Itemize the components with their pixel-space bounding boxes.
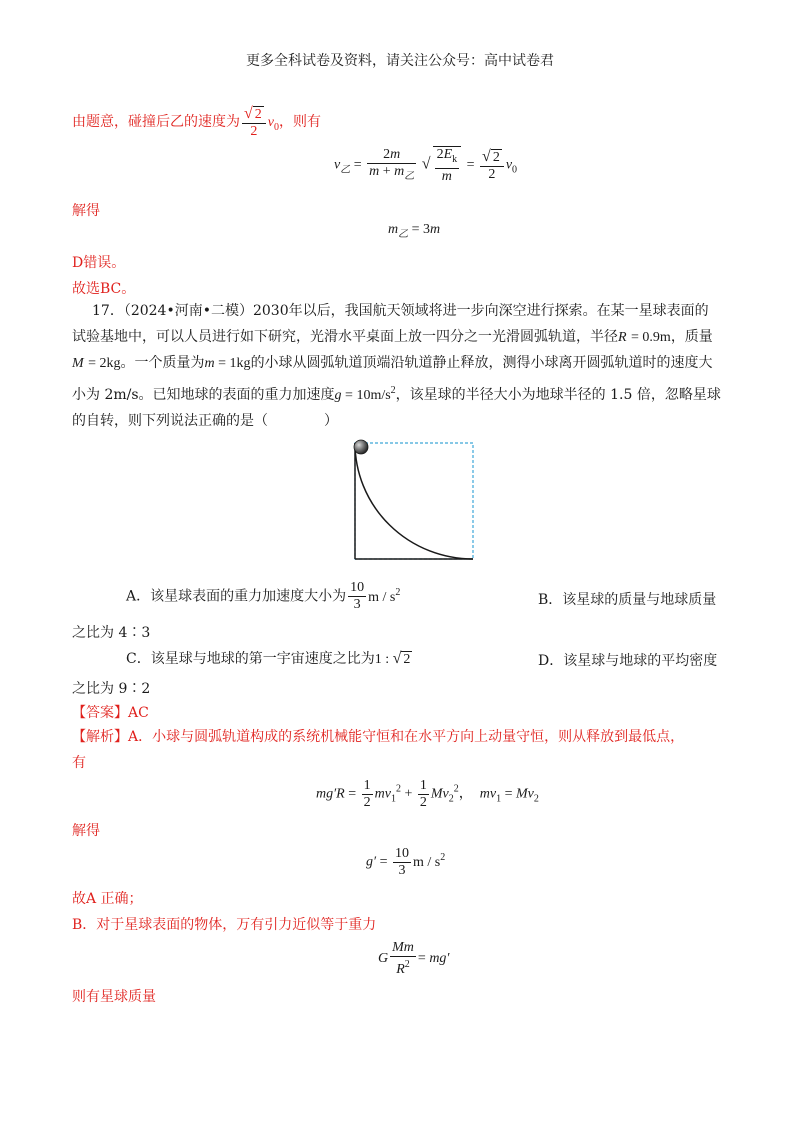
choose-bc: 故选BC。 bbox=[72, 281, 136, 297]
question-17-line-5: 的自转，则下列说法正确的是（ ） bbox=[72, 413, 338, 429]
analysis-a-cont: 有 bbox=[72, 755, 86, 771]
option-b: B．该星球的质量与地球质量 bbox=[538, 592, 717, 608]
equation-v-yi: $v_乙$ = $\frac{2m}{m + m_乙}$ √ $\frac{2E_k}{m}$ = $\frac{√ 2}{2}$ $v_0$ bbox=[334, 146, 518, 184]
equation-m-yi: $m_乙 = 3m$ bbox=[388, 222, 441, 240]
solve-label-2: 解得 bbox=[72, 823, 100, 839]
option-b-cont: 之比为 4∶3 bbox=[72, 625, 151, 641]
equation-gravity: G $\frac{Mm}{R^2}$ = mg′ bbox=[378, 940, 450, 977]
option-d: D．该星球与地球的平均密度 bbox=[538, 653, 718, 669]
question-17-line-4: 小为 2m/s。已知地球的表面的重力加速度$g = 10m/s^2$，该星球的半径大小为地球半径的 1.5 倍，忽略星球 bbox=[72, 385, 721, 403]
then-star-mass: 则有星球质量 bbox=[72, 989, 156, 1005]
analysis-a-line: 【解析】A．小球与圆弧轨道构成的系统机械能守恒和在水平方向上动量守恒，则从释放到最低点， bbox=[72, 729, 685, 745]
question-17-line-1: 17．（2024•河南•二模）2030年以后，我国航天领域将进一步向深空进行探索。在某一星球表面的 bbox=[92, 303, 709, 319]
analysis-b-line: B．对于星球表面的物体，万有引力近似等于重力 bbox=[72, 917, 377, 933]
arc-track-figure bbox=[345, 435, 480, 565]
question-17-line-2: 试验基地中，可以人员进行如下研究，光滑水平桌面上放一四分之一光滑圆弧轨道，半径R = 0.9m，质量 bbox=[72, 329, 713, 345]
a-correct: 故A 正确； bbox=[72, 891, 143, 907]
d-wrong: D错误。 bbox=[72, 255, 126, 271]
intro-line: 由题意，碰撞后乙的速度为 $\frac{√ 2}{2}$ $v_0$，则有 bbox=[72, 105, 321, 139]
question-17-line-3: M = 2kg。一个质量为m = 1kg的小球从圆弧轨道顶端沿轨道静止释放，测得小球离开圆弧轨道时的速度大 bbox=[72, 355, 713, 371]
figure-dashed-box bbox=[355, 443, 473, 559]
option-c: C．该星球与地球的第一宇宙速度之比为1 : √ 2 bbox=[126, 650, 411, 667]
option-a: A．该星球表面的重力加速度大小为 $\frac{10}{3}$ m / $s^2$ bbox=[126, 580, 401, 612]
solve-label-1: 解得 bbox=[72, 203, 100, 219]
figure-arc bbox=[355, 443, 473, 559]
answer-line: 【答案】AC bbox=[72, 705, 149, 721]
ball bbox=[354, 440, 368, 454]
equation-g-prime: g′ = $\frac{10}{3}$ m / $s^2$ bbox=[366, 846, 446, 878]
option-d-cont: 之比为 9∶2 bbox=[72, 681, 151, 697]
page-header: 更多全科试卷及资料，请关注公众号：高中试卷君 bbox=[246, 53, 554, 69]
equation-energy-momentum: mg′R = $\frac{1}{2}$ $mv_1^2$ + $\frac{1}{2}$ $Mv_2^2$， $mv_1 = Mv_2$ bbox=[316, 778, 539, 810]
